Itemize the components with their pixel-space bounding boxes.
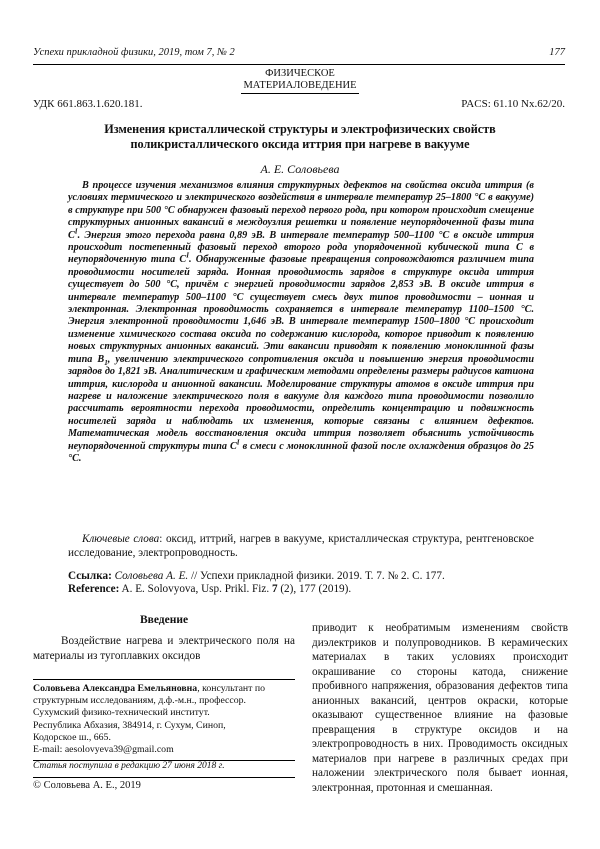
header-rule	[33, 64, 565, 65]
keywords-text: : оксид, иттрий, нагрев в вакууме, кристаллическая структура, рентгеновское исследование, электропроводность.	[68, 533, 534, 559]
abstract-sup-2: I	[186, 252, 189, 261]
citation-en-label: Reference:	[68, 583, 120, 595]
intro-heading: Введение	[139, 614, 189, 626]
affiliation-institute: Сухумский физико-технический институт.	[33, 707, 210, 719]
citation-en-vol: 7	[271, 583, 278, 595]
article-title: Изменения кристаллической структуры и электрофизических свойств поликристаллического оксида иттрия при нагреве в вакууме	[104, 122, 496, 151]
abstract-part-5: в смеси с моноклинной фазой после охлаждения образцов до 25 °С.	[68, 440, 534, 464]
abstract-sup-3: I	[236, 438, 240, 447]
page-number: 177	[549, 47, 565, 58]
copyright-rule	[33, 777, 295, 778]
keywords	[68, 533, 534, 560]
affiliation-block	[33, 683, 295, 756]
section-line-1: ФИЗИЧЕСКОЕ	[265, 68, 335, 79]
citation-ru-rest: // Успехи прикладной физики. 2019. Т. 7. № 2. С. 177.	[188, 570, 445, 582]
abstract-part-3: . Обнаруженные фазовые превращения сопровождаются различием типа проводимости носителей заряда. Ионная проводимость зарядов в структуре оксида иттрия существует до 500 °С, причём с энергией проводимости зарядов 2,853 эВ. В оксиде иттрия в интервале температур 500–1100 °С существует смесь двух типов проводимости – ионная и электронная. Электронная проводимость сохраняется в интервале температур 1100–1500 °С. Энергия электронной проводимости 1,646 эВ. В интервале температур 1500–1800 °С происходит изменение химического состава оксида по содержанию кислорода, которое приводит к появлению новых структурных анионных вакансий. Эти вакансии приводят к появлению моноклинной фазы типа В	[68, 254, 534, 365]
citation-en-rest: (2), 177 (2019).	[277, 583, 352, 595]
received-date: Статья поступила в редакцию 27 июня 2018 г.	[33, 761, 225, 771]
intro-paragraph: Воздействие нагрева и электрического поля на материалы из тугоплавких оксидов	[33, 635, 295, 662]
section-line-2: МАТЕРИАЛОВЕДЕНИЕ	[243, 80, 357, 91]
affiliation-email: E-mail: aesolovyeva39@gmail.com	[33, 744, 174, 756]
citation-ru-author: Соловьева А. Е.	[114, 570, 189, 582]
affiliation-address-1: Республика Абхазия, 384914, г. Сухум, Синоп,	[33, 719, 226, 731]
copyright: © Соловьева А. Е., 2019	[33, 780, 141, 791]
pacs-code: PACS: 61.10 Nx.62/20.	[461, 98, 565, 110]
citation-ru	[68, 570, 534, 583]
abstract-text	[68, 180, 534, 465]
journal-header: Успехи прикладной физики, 2019, том 7, № 2	[33, 47, 235, 58]
affiliation-rule	[33, 679, 295, 680]
abstract-part-2: . Энергия этого перехода равна 0,89 эВ. В интервале температур 500–1100 °С в оксиде иттрия происходит постепенный фазовый переход второго рода упорядоченной кубической типа С в неупорядоченную типа С	[68, 229, 534, 266]
abstract-sup-1: I	[74, 227, 78, 236]
affiliation-address-2: Кодорское ш., 665.	[33, 731, 111, 743]
right-column-text: приводит к необратимым изменениям свойств диэлектриков и полупроводников. В керамических материалах в таких условиях происходит окрашивание со стороны катода, снижение пробивного напряжения, образования дефектов типа анионных вакансий, центров окраски, которые оказывают существенное влияние на фазовые превращения в структуре оксидов и на электропроводность в них. Проводимость оксидных материалов при нагреве в различных средах при наложении электрического поля бывает ионная, электронная, протонная и смешанная.	[312, 622, 568, 794]
abstract-sub-1: 1	[104, 358, 108, 367]
udk-code: УДК 661.863.1.620.181.	[33, 98, 143, 110]
affiliation-line-1	[33, 683, 295, 707]
abstract-part-4: , увеличению электрического сопротивления оксида и повышению энергия проводимости зарядов до 1,821 эВ. Аналитическим и графическим методами определены размеры радиусов катиона иттрия, кислорода и анионной вакансии. Моделирование структуры атомов в оксиде иттрия при нагреве и наложение электрического поля в вакууме для каждого типа проводимости позволило рассчитать вероятности перехода проводимости, определить концентрацию и подвижность носителей заряда и наблюдать их изменения, которые связаны с влиянием дефектов. Математическая модель восстановления оксида иттрия позволяет объяснить устойчивость неупорядоченной структуры типа С	[68, 353, 534, 452]
abstract-part-1: В процессе изучения механизмов влияния структурных дефектов на свойства оксида иттрия (в условиях термического и электрического воздействия в интервале температур 25–1800 °С в вакууме) в структуре при 500 °С обнаружен фазовый переход первого рода, при котором происходит смещение структурных анионных вакансий в междоузлия решетки и появление неупорядоченной фазы типа С	[68, 180, 534, 241]
citation-block	[68, 570, 534, 596]
article-author: А. Е. Соловьева	[260, 162, 340, 176]
citation-ru-label: Ссылка:	[68, 570, 112, 582]
author-full-name: Соловьева Александра Емельяновна	[33, 683, 198, 694]
abstract	[68, 180, 534, 465]
author-position: , консультант по структурным исследованиям, д.ф.-м.н., профессор.	[33, 683, 266, 707]
section-rule	[241, 93, 359, 94]
citation-en-pre: A. E. Solovyova, Usp. Prikl. Fiz.	[119, 583, 272, 595]
keywords-label: Ключевые слова	[82, 533, 160, 545]
section-heading	[0, 68, 600, 94]
citation-en	[68, 583, 534, 596]
